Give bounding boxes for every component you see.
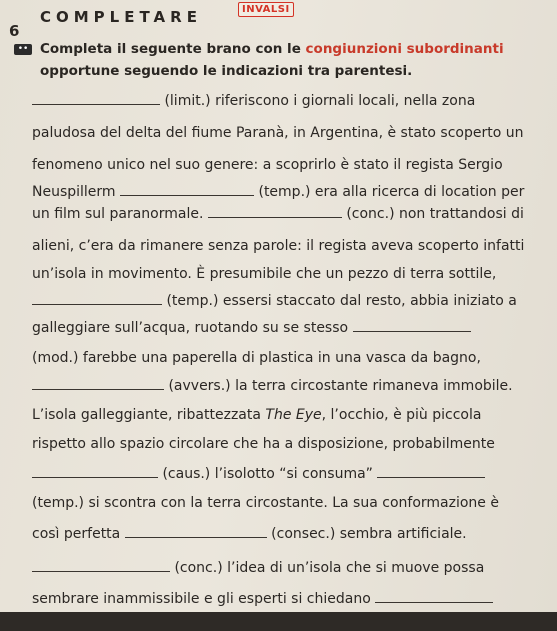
line-text: fenomeno unico nel suo genere: a scoprirlo è stato il regista Sergio (32, 157, 503, 173)
fill-in-blank[interactable] (32, 379, 164, 390)
line-text: alieni, c’era da rimanere senza parole: il regista aveva scoperto infatti (32, 238, 525, 254)
line-text: (avvers.) la terra circostante rimaneva immobile. (168, 378, 513, 394)
fill-in-blank[interactable] (125, 527, 267, 538)
text-line (32, 589, 493, 609)
line-text: rispetto allo spazio circolare che ha a disposizione, probabilmente (32, 436, 495, 452)
fill-in-blank[interactable] (375, 592, 493, 603)
text-line (32, 434, 495, 454)
page-edge-shadow (0, 612, 557, 631)
text-line (32, 464, 485, 484)
line-text: (temp.) si scontra con la terra circostante. La sua conformazione è (32, 495, 499, 511)
text-line (32, 123, 523, 143)
fill-in-blank[interactable] (353, 321, 471, 332)
line-text: (mod.) farebbe una paperella di plastica in una vasca da bagno, (32, 350, 481, 366)
line-text-italic: The Eye (265, 407, 322, 423)
instruction-accent: congiunzioni subordinanti (305, 41, 504, 57)
fill-in-blank[interactable] (120, 185, 254, 196)
exercise-number: 6 (9, 22, 20, 40)
text-line (32, 155, 503, 175)
line-text: (caus.) l’isolotto “si consuma” (162, 466, 373, 482)
text-line (32, 318, 471, 338)
text-line (32, 493, 499, 513)
text-line (32, 204, 524, 224)
text-line (32, 376, 513, 396)
line-text: così perfetta (32, 526, 121, 542)
line-text: galleggiare sull’acqua, ruotando su se stesso (32, 320, 349, 336)
line-text: (temp.) era alla ricerca di location per (258, 184, 525, 200)
line-text: sembrare inammissibile e gli esperti si chiedano (32, 591, 371, 607)
pair-work-icon: •• (14, 44, 32, 55)
exercise-instruction (40, 38, 555, 82)
line-text: paludosa del delta del fiume Paranà, in Argentina, è stato scoperto un (32, 125, 524, 141)
line-text: (conc.) non trattandosi di (346, 206, 524, 222)
fill-in-blank[interactable] (32, 294, 162, 305)
instruction-text-1: Completa il seguente brano con le (40, 41, 306, 57)
line-text: L’isola galleggiante, ribattezzata (32, 407, 266, 423)
line-text: (temp.) essersi staccato dal resto, abbia iniziato a (166, 293, 517, 309)
line-text: Neuspillerm (32, 184, 116, 200)
line-text: un’isola in movimento. È presumibile che un pezzo di terra sottile, (32, 266, 497, 282)
text-line (32, 182, 524, 202)
text-line (32, 348, 481, 368)
text-line (32, 558, 484, 578)
invalsi-badge: INVALSI (238, 2, 294, 17)
fill-in-blank[interactable] (377, 467, 485, 478)
text-line (32, 264, 496, 284)
line-text: (limit.) riferiscono i giornali locali, nella zona (164, 93, 476, 109)
line-text: (consec.) sembra artificiale. (271, 526, 467, 542)
text-line (32, 524, 467, 544)
text-line (32, 236, 524, 256)
fill-in-blank[interactable] (32, 561, 170, 572)
exercise-heading: COMPLETARE (40, 8, 202, 26)
text-line (32, 405, 481, 425)
fill-in-blank[interactable] (32, 467, 158, 478)
instruction-text-2: opportune seguendo le indicazioni tra parentesi. (40, 63, 413, 79)
line-text: un film sul paranormale. (32, 206, 204, 222)
text-line (32, 91, 475, 111)
line-text: , l’occhio, è più piccola (321, 407, 482, 423)
line-text: (conc.) l’idea di un’isola che si muove possa (174, 560, 485, 576)
text-line (32, 291, 517, 311)
fill-in-blank[interactable] (208, 207, 342, 218)
fill-in-blank[interactable] (32, 94, 160, 105)
